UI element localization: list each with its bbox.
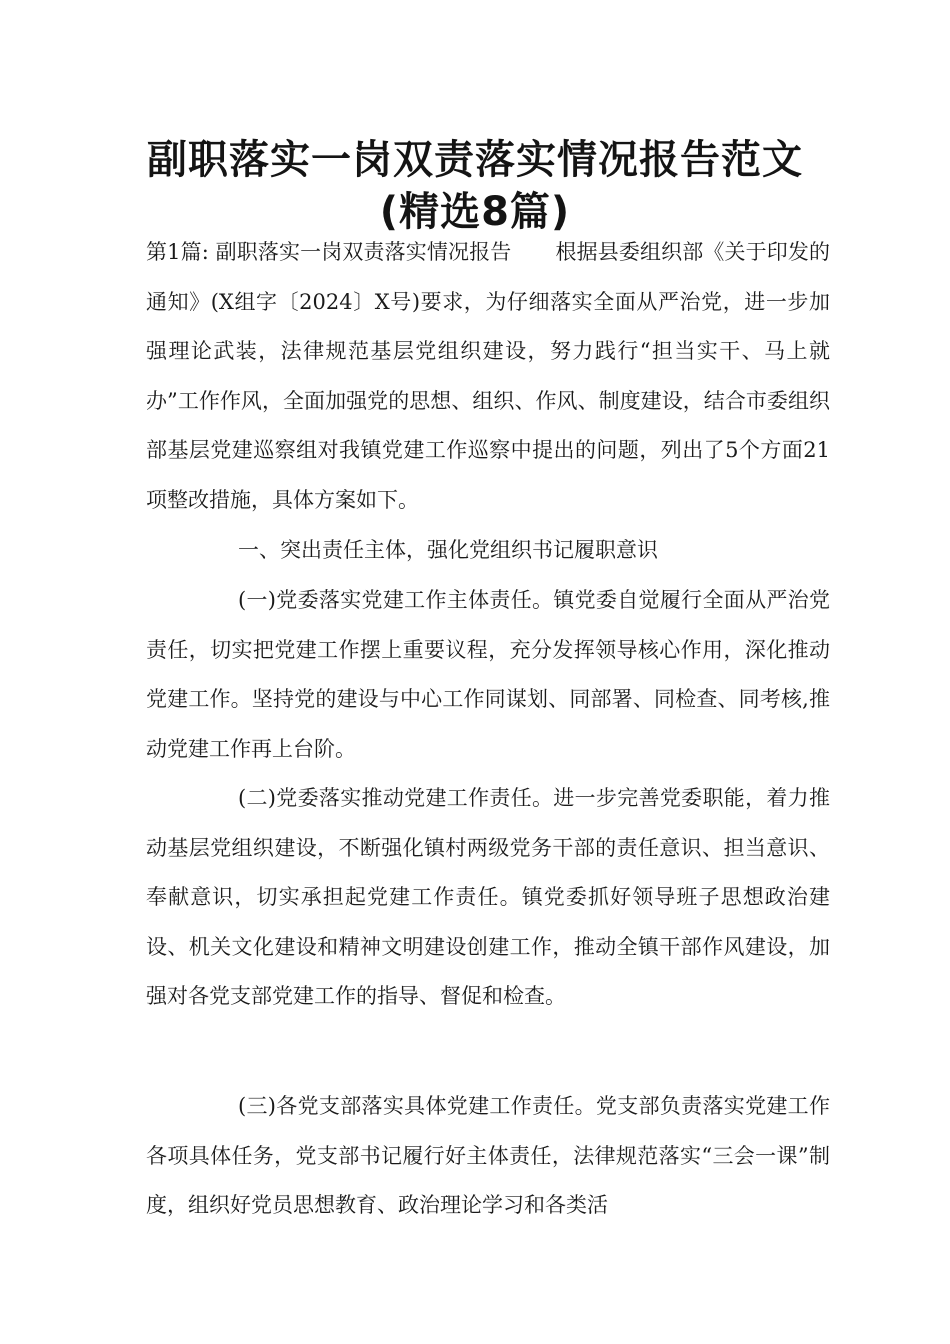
document-title: 副职落实一岗双责落实情况报告范文 [147, 137, 803, 183]
document-subtitle: (精选8篇) [379, 189, 571, 235]
paragraph-item-2: (二)党委落实推动党建工作责任。进一步完善党委职能，着力推动基层党组织建设，不断强化镇村两级党务干部的责任意识、担当意识、奉献意识，切实承担起党建工作责任。镇党委抓好领导班子思想政治建设、机关文化建设和精神文明建设创建工作，推动全镇干部作风建设，加强对各党支部党建工作的指导、督促和检查。 [146, 786, 830, 1009]
section-heading: 一、突出责任主体，强化党组织书记履职意识 [238, 538, 658, 562]
paragraph-item-1: (一)党委落实党建工作主体责任。镇党委自觉履行全面从严治党责任，切实把党建工作摆上重要议程，充分发挥领导核心作用，深化推动党建工作。坚持党的建设与中心工作同谋划、同部署、同检查、同考核,推动党建工作再上台阶。 [146, 588, 830, 761]
paragraph-item-3: (三)各党支部落实具体党建工作责任。党支部负责落实党建工作各项具体任务，党支部书记履行好主体责任，法律规范落实“三会一课”制度，组织好党员思想教育、政治理论学习和各类活 [146, 1094, 830, 1218]
section-label: 第1篇: 副职落实一岗双责落实情况报告 [146, 240, 512, 264]
intro-text: 根据县委组织部《关于印发的通知》(X组字〔2024〕X号)要求，为仔细落实全面从严治党，进一步加强理论武装，法律规范基层党组织建设，努力践行“担当实干、马上就办”工作作风，全面加强党的思想、组织、作风、制度建设，结合市委组织部基层党建巡察组对我镇党建工作巡察中提出的问题，列出了5个方面21项整改措施，具体方案如下。 [146, 240, 830, 512]
intro-paragraph [146, 228, 830, 526]
